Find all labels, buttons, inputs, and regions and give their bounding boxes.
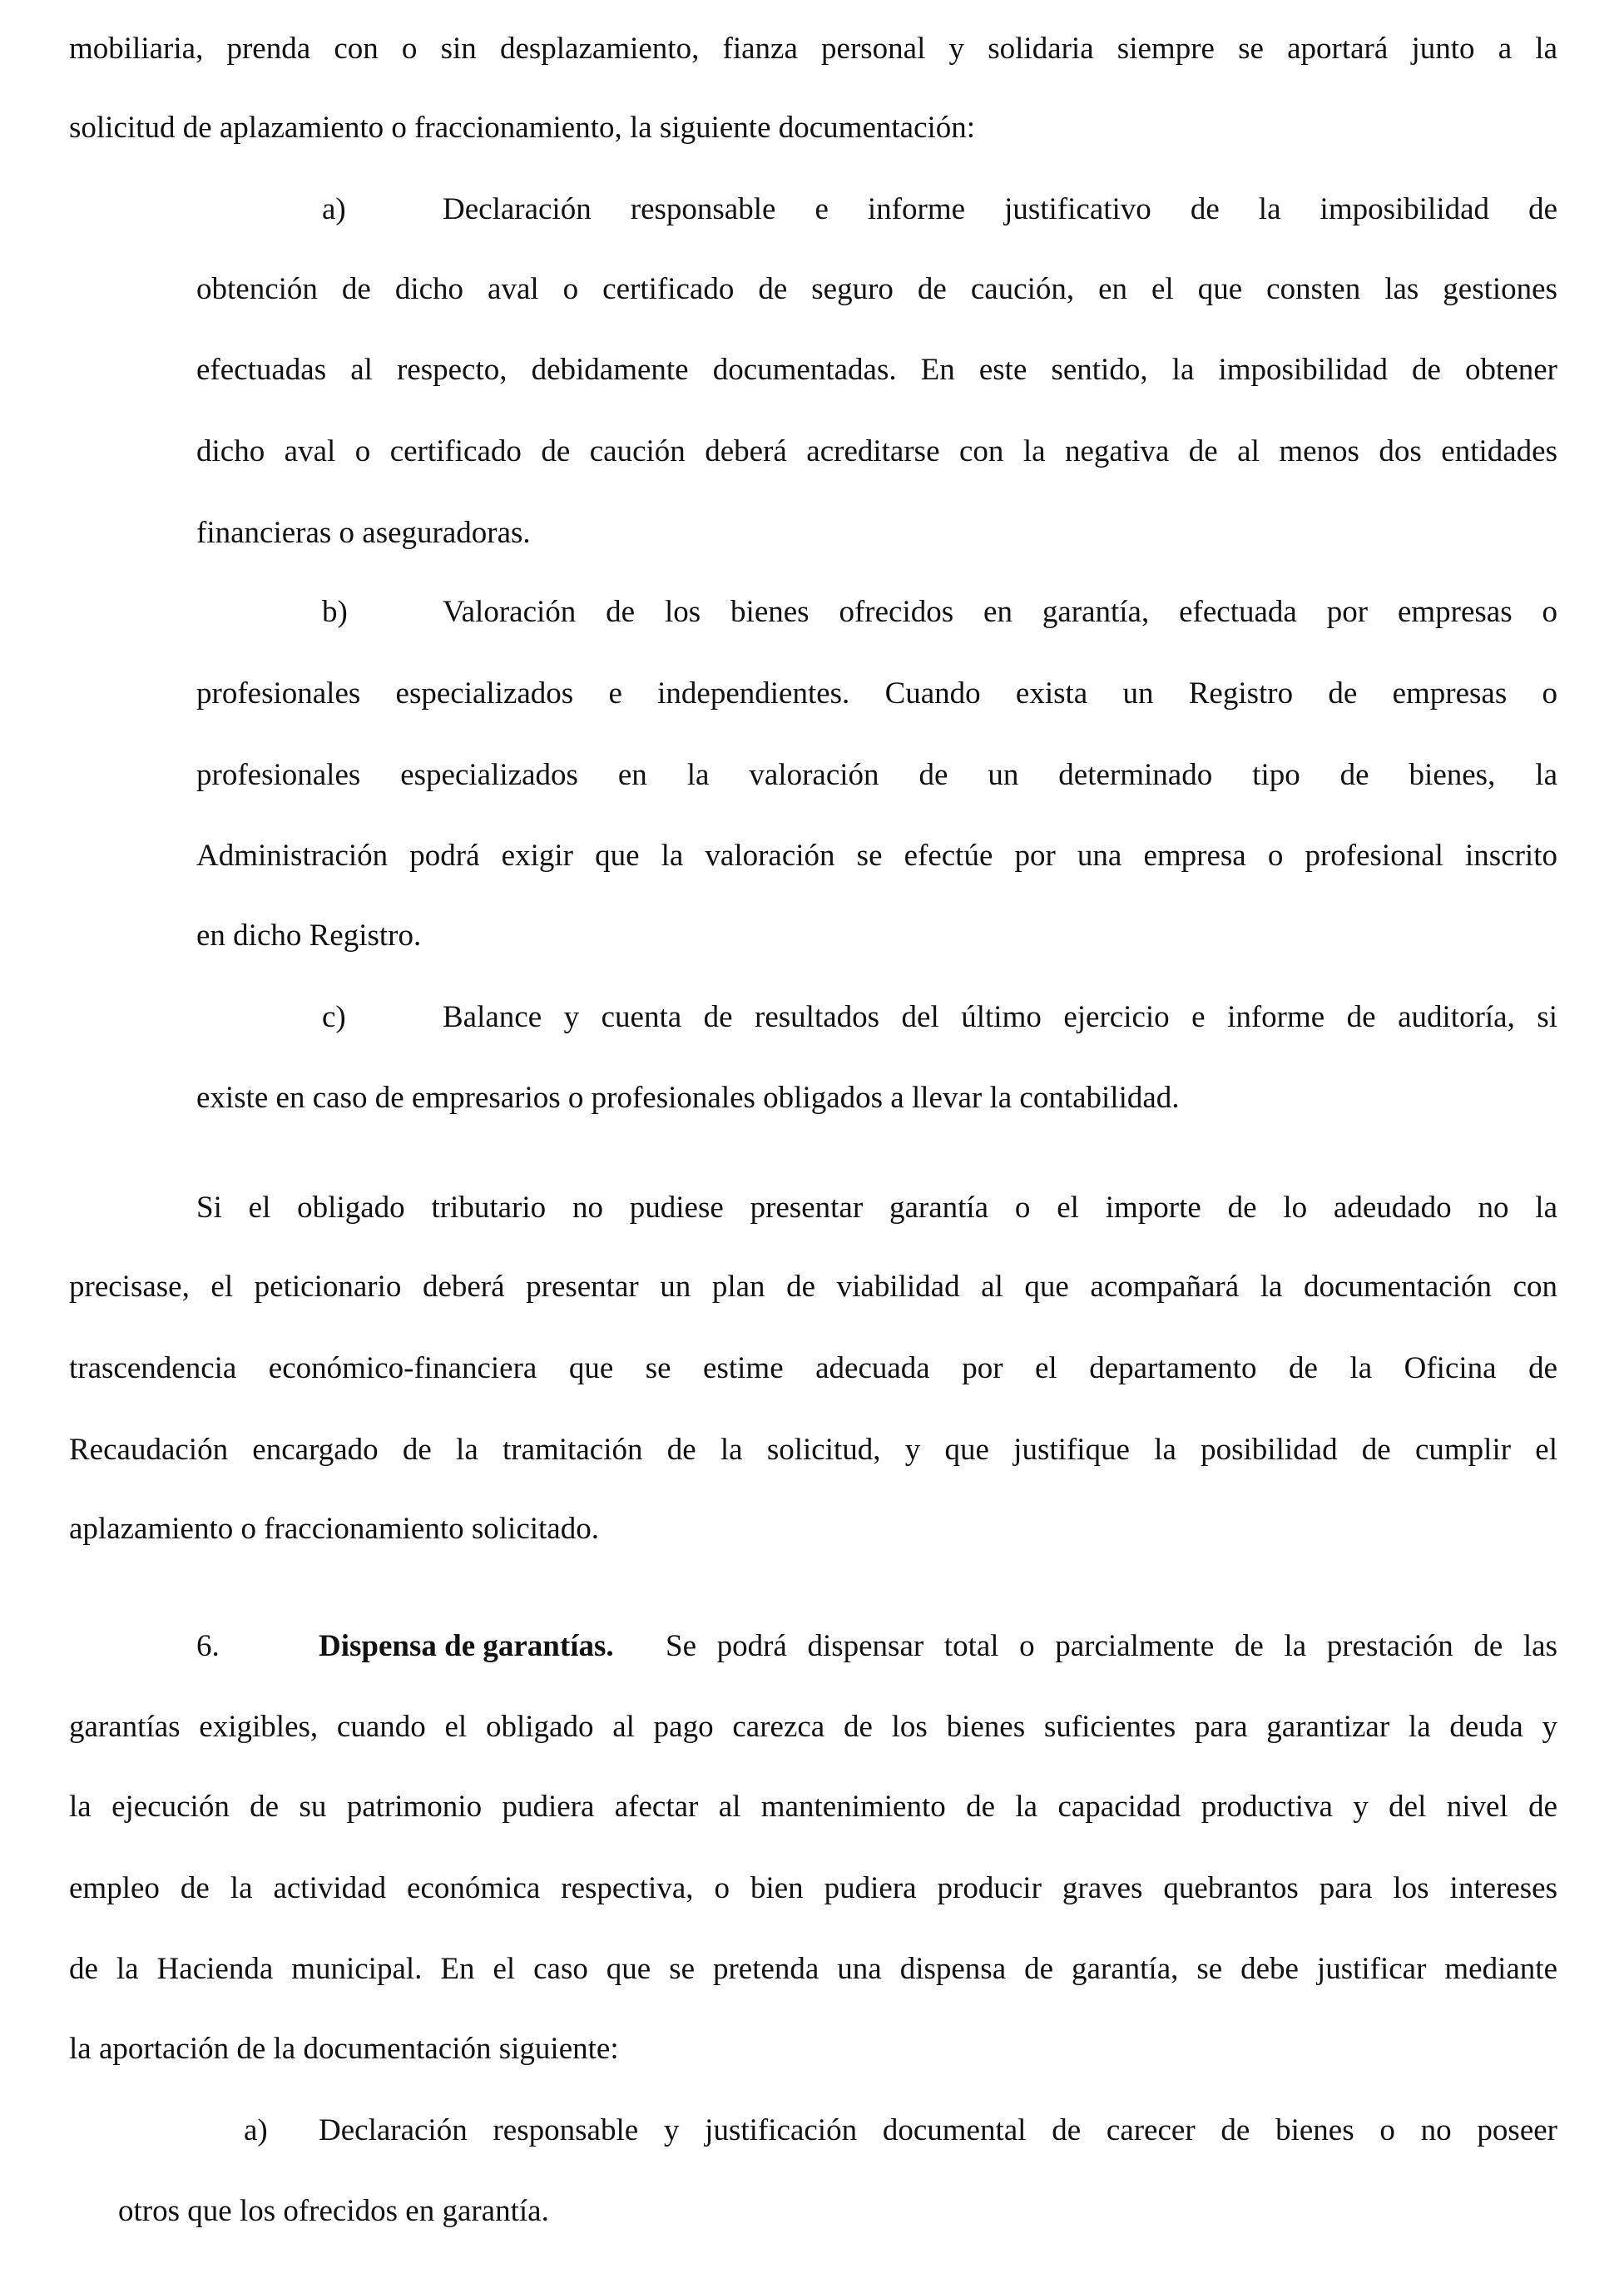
text-line: Balance y cuenta de resultados del último ejercicio e informe de auditoría, si	[443, 1000, 1557, 1034]
text-line: la ejecución de su patrimonio pudiera afectar al mantenimiento de la capacidad productiva y del nivel de	[69, 1790, 1557, 1824]
text-line: mobiliaria, prenda con o sin desplazamiento, fianza personal y solidaria siempre se aportará junto a la	[69, 32, 1557, 66]
text-line: efectuadas al respecto, debidamente documentadas. En este sentido, la imposibilidad de obtener	[196, 353, 1557, 387]
text-line: otros que los ofrecidos en garantía.	[118, 2194, 549, 2228]
text-line: Administración podrá exigir que la valoración se efectúe por una empresa o profesional inscrito	[196, 839, 1557, 873]
list-label: a)	[244, 2113, 268, 2147]
list-label: a)	[322, 192, 346, 226]
text-line: Recaudación encargado de la tramitación de la solicitud, y que justifique la posibilidad de cumplir el	[69, 1433, 1557, 1467]
text-line: financieras o aseguradoras.	[196, 516, 531, 550]
list-label: c)	[322, 1000, 346, 1034]
text-line: la aportación de la documentación siguiente:	[69, 2032, 619, 2066]
text-line: precisase, el peticionario deberá presentar un plan de viabilidad al que acompañará la documentación con	[69, 1270, 1557, 1304]
text-line: aplazamiento o fraccionamiento solicitado.	[69, 1512, 599, 1546]
text-line: profesionales especializados e independientes. Cuando exista un Registro de empresas o	[196, 676, 1557, 711]
text-line: Declaración responsable e informe justificativo de la imposibilidad de	[443, 192, 1557, 226]
list-label: b)	[322, 595, 348, 629]
text-line: en dicho Registro.	[196, 919, 422, 953]
text-line: dicho aval o certificado de caución deberá acreditarse con la negativa de al menos dos entidades	[196, 434, 1557, 468]
section-number: 6.	[196, 1629, 220, 1663]
text-line: empleo de la actividad económica respectiva, o bien pudiera producir graves quebrantos para los intereses	[69, 1871, 1557, 1905]
text-line: existe en caso de empresarios o profesionales obligados a llevar la contabilidad.	[196, 1081, 1180, 1115]
text-line: Declaración responsable y justificación documental de carecer de bienes o no poseer	[319, 2113, 1557, 2147]
text-line: de la Hacienda municipal. En el caso que se pretenda una dispensa de garantía, se debe justificar mediante	[69, 1952, 1557, 1986]
text-line: Si el obligado tributario no pudiese presentar garantía o el importe de lo adeudado no la	[196, 1191, 1557, 1225]
text-line: Valoración de los bienes ofrecidos en garantía, efectuada por empresas o	[443, 595, 1557, 629]
section-title: Dispensa de garantías.	[319, 1629, 614, 1663]
text-line: obtención de dicho aval o certificado de seguro de caución, en el que consten las gestiones	[196, 272, 1557, 306]
text-line: garantías exigibles, cuando el obligado al pago carezca de los bienes suficientes para garantizar la deuda y	[69, 1710, 1557, 1744]
text-line: trascendencia económico-financiera que se estime adecuada por el departamento de la Oficina de	[69, 1351, 1557, 1385]
text-line: solicitud de aplazamiento o fraccionamiento, la siguiente documentación:	[69, 111, 976, 145]
text-line: profesionales especializados en la valoración de un determinado tipo de bienes, la	[196, 758, 1557, 792]
text-line: Se podrá dispensar total o parcialmente de la prestación de las	[666, 1629, 1557, 1663]
